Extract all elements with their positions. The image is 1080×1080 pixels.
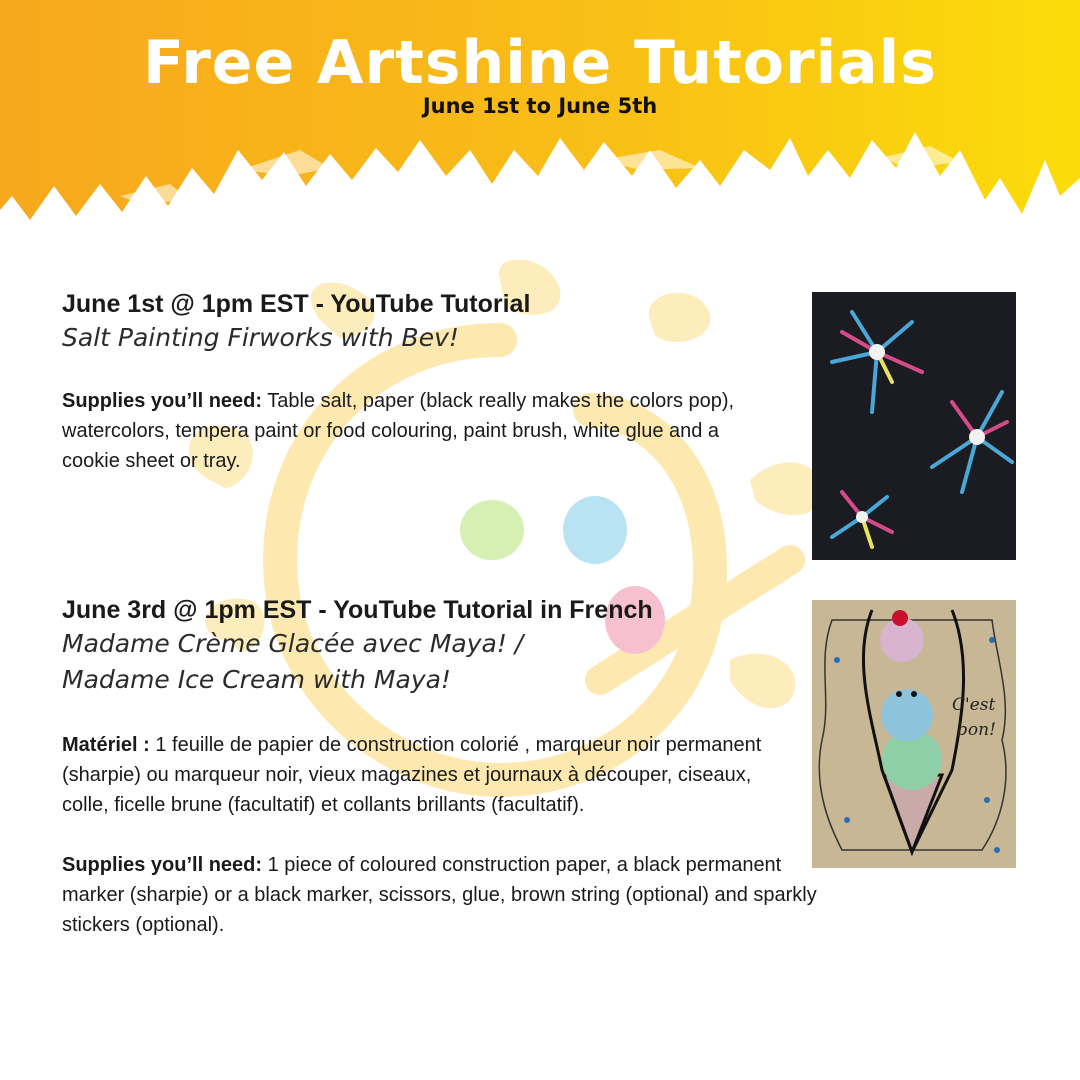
materiel-text: 1 feuille de papier de construction colorié , marqueur noir permanent (sharpie) ou marqueur noir, vieux magazines et journaux à découper, ciseaux, colle, ficelle brune (facultatif) et collants brillants (facultatif). [62,734,762,816]
supplies-label: Supplies you’ll need: [62,854,263,876]
tutorial-section-1 [62,288,802,476]
section-2-materiel [62,730,782,820]
section-1-supplies [62,386,782,476]
section-1-heading: June 1st @ 1pm EST - YouTube Tutorial [62,290,531,318]
page-title: Free Artshine Tutorials [143,28,937,98]
section-1-subtitle: Salt Painting Firworks with Bev! [62,323,459,352]
section-2-subtitle-line-1: Madame Crème Glacée avec Maya! / [62,629,524,658]
section-2-supplies [62,850,822,940]
bon-text: bon! [957,720,996,740]
header-banner [0,0,1080,240]
tutorial-section-2 [62,594,817,940]
section-2-subtitle-line-2: Madame Ice Cream with Maya! [62,665,451,694]
section-2-heading: June 3rd @ 1pm EST - YouTube Tutorial in French [62,596,653,624]
materiel-label: Matériel : [62,734,150,756]
supplies-text: Table salt, paper (black really makes the colors pop), watercolors, tempera paint or food colouring, paint brush, white glue and a cookie sheet or tray. [62,390,735,472]
ice-cream-collage-photo [812,600,1016,868]
supplies-label: Supplies you’ll need: [62,390,263,412]
date-range-subtitle: June 1st to June 5th [422,94,658,118]
cest-text: C'est [952,695,996,715]
supplies-text: 1 piece of coloured construction paper, a black permanent marker (sharpie) or a black marker, scissors, glue, brown string (optional) and sparkly stickers (optional). [62,854,817,936]
fireworks-painting-photo [812,292,1016,560]
